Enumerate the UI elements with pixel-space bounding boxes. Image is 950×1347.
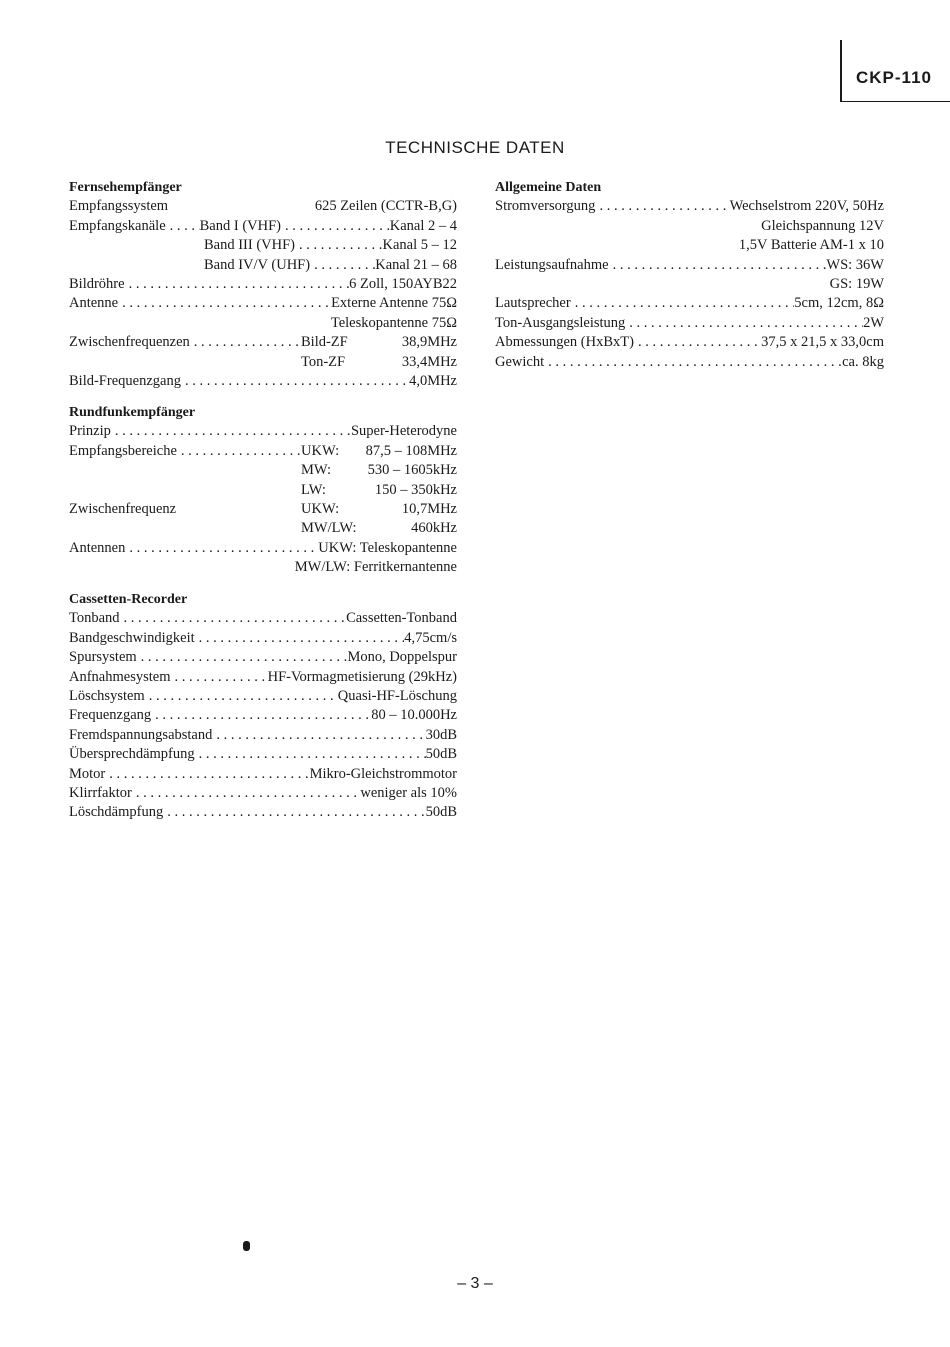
general-heading: Allgemeine Daten xyxy=(495,180,602,195)
spec-value: 37,5 x 21,5 x 33,0cm xyxy=(761,334,884,351)
spec-subkey: Ton-ZF xyxy=(301,353,346,370)
spec-value: GS: 19W xyxy=(829,275,884,292)
punch-mark xyxy=(243,1241,250,1251)
spec-row xyxy=(69,609,457,628)
tv-heading: Fernsehempfänger xyxy=(69,180,182,195)
spec-row xyxy=(495,333,884,352)
spec-row xyxy=(69,353,457,372)
spec-row xyxy=(69,314,457,333)
spec-row xyxy=(495,353,884,372)
spec-row xyxy=(69,687,457,706)
spec-row xyxy=(69,256,457,275)
spec-value: Externe Antenne 75Ω xyxy=(331,295,457,312)
spec-row xyxy=(69,558,457,577)
spec-row xyxy=(69,648,457,667)
spec-value: WS: 36W xyxy=(826,256,884,273)
spec-label: Antenne xyxy=(69,295,119,312)
spec-value: Kanal 2 – 4 xyxy=(389,217,457,234)
spec-row xyxy=(69,461,457,480)
leader-dots xyxy=(125,275,350,294)
spec-row xyxy=(69,481,457,500)
page-title: TECHNISCHE DATEN xyxy=(385,138,565,157)
spec-value: 38,9MHz xyxy=(401,334,457,351)
leader-dots xyxy=(177,442,301,461)
spec-label: Leistungsaufnahme xyxy=(495,256,609,273)
leader-dots xyxy=(281,217,390,236)
leader-dots xyxy=(132,784,361,803)
spec-row xyxy=(495,256,884,275)
spec-label: Bild-Frequenzgang xyxy=(69,372,181,389)
model-box xyxy=(840,40,950,102)
spec-row xyxy=(69,372,457,391)
spec-value: 10,7MHz xyxy=(401,500,457,517)
leader-dots xyxy=(163,803,425,822)
spec-value: weniger als 10% xyxy=(360,784,457,801)
spec-value: Wechselstrom 220V, 50Hz xyxy=(729,198,884,215)
spec-row xyxy=(495,236,884,255)
leader-dots xyxy=(609,256,827,275)
leader-dots xyxy=(544,353,842,372)
page-number: – 3 – xyxy=(457,1275,493,1292)
spec-subkey: Bild-ZF xyxy=(301,334,348,351)
spec-value: 33,4MHz xyxy=(401,353,457,370)
spec-label: Ton-Ausgangsleistung xyxy=(495,314,626,331)
spec-value: 625 Zeilen (CCTR-B,G) xyxy=(314,198,457,215)
spec-label: Frequenzgang xyxy=(69,707,152,724)
spec-label: Abmessungen (HxBxT) xyxy=(495,334,634,351)
leader-dots xyxy=(111,422,351,441)
spec-value: Super-Heterodyne xyxy=(350,423,457,440)
spec-row xyxy=(69,765,457,784)
spec-label: Prinzip xyxy=(69,423,111,440)
leader-dots xyxy=(212,726,425,745)
spec-value: UKW: Teleskopantenne xyxy=(318,539,457,556)
leader-dots xyxy=(137,648,348,667)
spec-label: Lautsprecher xyxy=(495,295,571,312)
spec-row xyxy=(69,500,457,519)
spec-value: 80 – 10.000Hz xyxy=(371,707,457,724)
spec-subkey: MW: xyxy=(301,462,332,479)
spec-row xyxy=(69,706,457,725)
spec-row xyxy=(69,745,457,764)
leader-dots xyxy=(634,333,761,352)
spec-row xyxy=(69,668,457,687)
spec-label: Motor xyxy=(69,765,106,782)
spec-value: 5cm, 12cm, 8Ω xyxy=(794,295,884,312)
leader-dots xyxy=(571,294,795,313)
spec-row xyxy=(69,333,457,352)
spec-row xyxy=(69,236,457,255)
spec-value: 460kHz xyxy=(411,520,457,537)
spec-row xyxy=(495,275,884,294)
spec-row xyxy=(495,197,884,216)
spec-value: 50dB xyxy=(425,746,457,763)
model-number: CKP-110 xyxy=(856,68,932,87)
spec-label: Bildröhre xyxy=(69,275,125,292)
leader-dots xyxy=(125,539,318,558)
spec-value: Quasi-HF-Löschung xyxy=(337,687,457,704)
spec-row xyxy=(69,197,457,216)
leader-dots xyxy=(145,687,338,706)
radio-heading: Rundfunkempfänger xyxy=(69,405,196,420)
spec-value: 150 – 350kHz xyxy=(374,481,457,498)
radio-section xyxy=(69,403,457,578)
spec-row xyxy=(69,803,457,822)
spec-row xyxy=(495,294,884,313)
cassette-section xyxy=(69,590,457,823)
spec-value: Gleichspannung 12V xyxy=(761,217,884,234)
spec-label: Empfangssystem xyxy=(69,198,169,215)
leader-dots xyxy=(166,217,200,236)
spec-subkey: UKW: xyxy=(301,500,340,517)
leader-dots xyxy=(295,236,382,255)
leader-dots xyxy=(105,765,309,784)
cassette-heading: Cassetten-Recorder xyxy=(69,592,188,607)
spec-sublabel: Band I (VHF) xyxy=(199,217,281,234)
spec-row xyxy=(69,442,457,461)
spec-value: MW/LW: Ferritkernantenne xyxy=(294,559,457,576)
spec-label: Spursystem xyxy=(69,649,137,666)
spec-label: Löschsystem xyxy=(69,687,145,704)
spec-row xyxy=(69,519,457,538)
leader-dots xyxy=(195,629,405,648)
spec-label: Stromversorgung xyxy=(495,198,596,215)
leader-dots xyxy=(310,256,375,275)
spec-row xyxy=(69,539,457,558)
tv-section xyxy=(69,178,457,391)
spec-label: Anfnahmesystem xyxy=(69,668,171,685)
leader-dots xyxy=(151,706,371,725)
leader-dots xyxy=(190,333,301,352)
spec-value: 50dB xyxy=(425,804,457,821)
spec-value: Cassetten-Tonband xyxy=(346,610,457,627)
spec-value: 4,0MHz xyxy=(409,372,457,389)
leader-dots xyxy=(595,197,729,216)
spec-subkey: MW/LW: xyxy=(301,520,357,537)
spec-sublabel: Band IV/V (UHF) xyxy=(204,256,311,273)
leader-dots xyxy=(170,668,267,687)
general-section xyxy=(495,178,884,372)
leader-dots xyxy=(625,314,863,333)
spec-row xyxy=(495,217,884,236)
spec-subkey: UKW: xyxy=(301,442,340,459)
spec-label: Klirrfaktor xyxy=(69,784,132,801)
spec-label: Empfangsbereiche xyxy=(69,442,177,459)
leader-dots xyxy=(118,294,331,313)
spec-row xyxy=(69,294,457,313)
spec-row xyxy=(69,275,457,294)
spec-label: Empfangskanäle xyxy=(69,217,166,234)
spec-value: 87,5 – 108MHz xyxy=(365,442,457,459)
spec-value: ca. 8kg xyxy=(842,353,884,370)
spec-label: Zwischenfrequenzen xyxy=(69,334,190,351)
spec-value: Mikro-Gleichstrommotor xyxy=(309,765,457,782)
spec-subkey: LW: xyxy=(301,481,326,498)
spec-label: Tonband xyxy=(69,610,120,627)
spec-value: 30dB xyxy=(425,726,457,743)
spec-sublabel: Band III (VHF) xyxy=(204,237,296,254)
leader-dots xyxy=(120,609,347,628)
spec-value: Mono, Doppelspur xyxy=(347,649,457,666)
spec-row xyxy=(69,422,457,441)
spec-value: 1,5V Batterie AM-1 x 10 xyxy=(738,237,884,254)
spec-row xyxy=(69,726,457,745)
spec-row xyxy=(69,629,457,648)
spec-label: Zwischenfrequenz xyxy=(69,500,177,517)
spec-row xyxy=(69,784,457,803)
spec-label: Übersprechdämpfung xyxy=(69,746,195,763)
spec-value: Kanal 21 – 68 xyxy=(375,256,457,273)
spec-label: Antennen xyxy=(69,539,126,556)
spec-label: Bandgeschwindigkeit xyxy=(69,629,195,646)
spec-label: Löschdämpfung xyxy=(69,804,164,821)
spec-value: 2W xyxy=(863,314,884,331)
spec-value: Kanal 5 – 12 xyxy=(382,237,457,254)
leader-dots xyxy=(195,745,426,764)
leader-dots xyxy=(181,372,409,391)
spec-row xyxy=(69,217,457,236)
spec-label: Fremdspannungsabstand xyxy=(69,726,213,743)
spec-value: Teleskopantenne 75Ω xyxy=(330,314,457,331)
spec-row xyxy=(495,314,884,333)
spec-value: 6 Zoll, 150AYB22 xyxy=(349,275,457,292)
spec-value: 4,75cm/s xyxy=(404,629,457,646)
spec-value: HF-Vormagmetisierung (29kHz) xyxy=(267,668,457,685)
spec-label: Gewicht xyxy=(495,353,545,370)
spec-value: 530 – 1605kHz xyxy=(367,462,457,479)
